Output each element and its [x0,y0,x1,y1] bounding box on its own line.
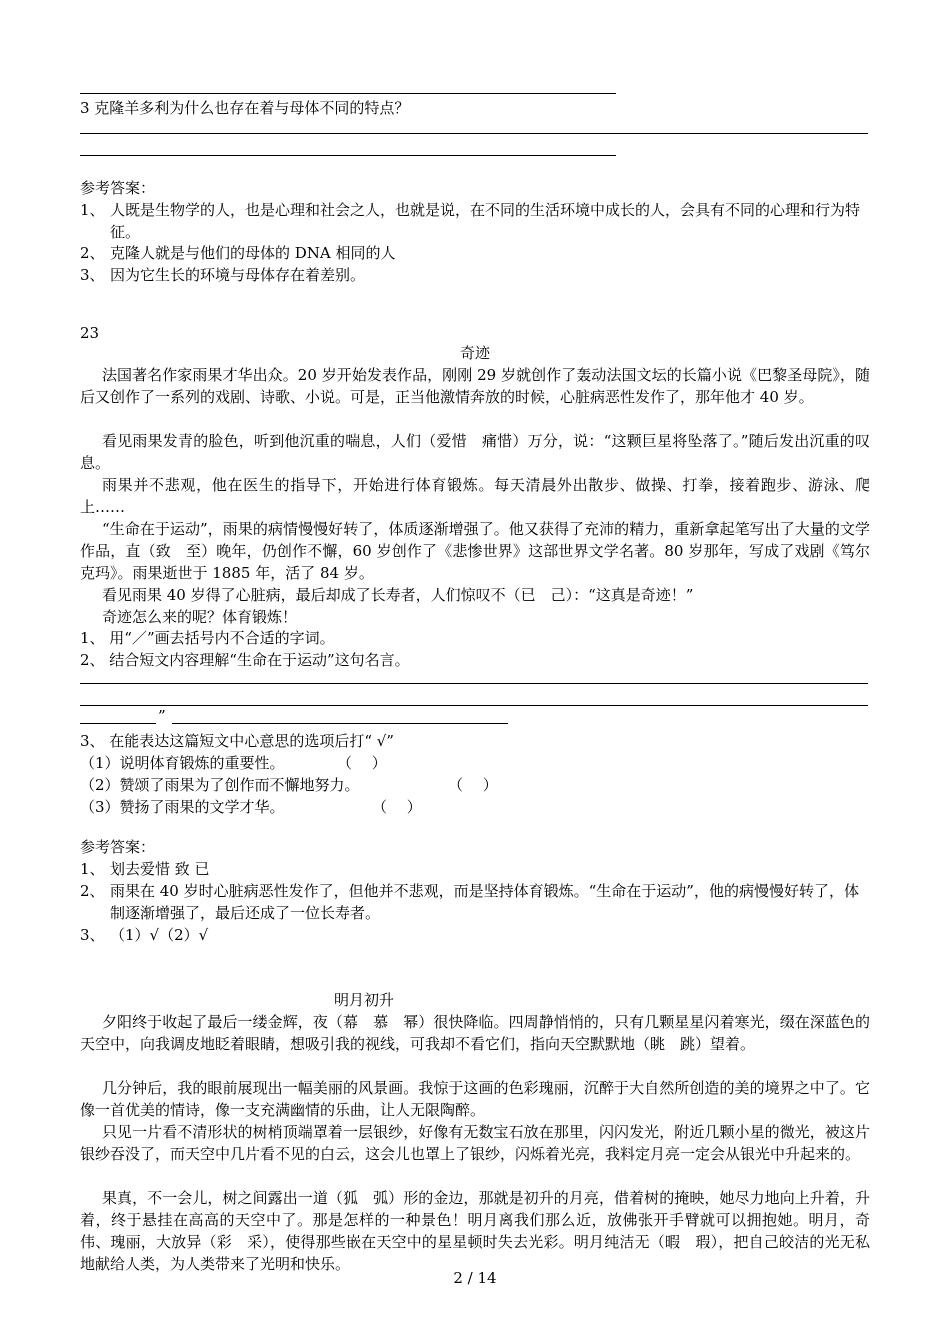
answer-item [80,858,870,880]
answer-text: 克隆人就是与他们的母体的 DNA 相同的人 [110,244,396,262]
paragraph: 奇迹怎么来的呢？体育锻炼！ [102,608,298,626]
answer-blank-line [80,93,616,94]
closing-quote: ” [158,707,166,725]
question-item: 3、 在能表达这篇短文中心意思的选项后打“ √” [80,732,394,750]
answer-number: 2、 [80,244,105,262]
answer-text: 划去爱惜 致 已 [110,860,210,878]
answer-number: 1、 [80,201,105,219]
section-title: 明月初升 [334,991,395,1009]
answer-blank-line [80,705,868,706]
answer-text: 因为它生长的环境与母体存在着差别。 [110,266,366,284]
question-item: 1、 用“／”画去括号内不合适的字词。 [80,629,335,647]
answer-item [80,264,870,286]
paragraph: 看见雨果发青的脸色，听到他沉重的喘息，人们（爱惜 痛惜）万分，说：“这颗巨星将坠落了。”随后发出沉重的叹息。 [80,432,870,472]
paragraph: 看见雨果 40 岁得了心脏病，最后却成了长寿者，人们惊叹不（已 己）：“这真是奇迹！” [102,586,694,604]
section-number: 23 [80,324,100,342]
answer-blank-line [80,723,156,724]
answer-number: 1、 [80,860,105,878]
page-number: 2 / 14 [453,1269,497,1287]
answer-blank-line [80,155,616,156]
paragraph: 果真，不一会儿，树之间露出一道（狐 弧）形的金边，那就是初升的月亮，借着树的掩映，她尽力地向上升着，升着，终于悬挂在高高的天空中了。那是怎样的一种景色！明月离我们那么近，放佛张开手臂就可以拥抱她。明月，奇伟、瑰丽，大放异（彩 采），使得那些嵌在天空中的星星顿时失去光彩。明月纯洁无（暇 瑕），把自己皎洁的光无私地献给人类，为人类带来了光明和快乐。 [80,1189,870,1273]
paragraph: 只见一片看不清形状的树梢顶端罩着一层银纱，好像有无数宝石放在那里，闪闪发光，附近几颗小星的微光，被这片银纱吞没了，而天空中几片看不见的白云，这会儿也罩上了银纱，闪烁着光亮，我料定月亮一定会从银光中升起来的。 [80,1123,870,1163]
paragraph: 夕阳终于收起了最后一缕金辉，夜（幕 慕 幂）很快降临。四周静悄悄的，只有几颗星星闪着寒光，缀在深蓝色的天空中，向我调皮地眨着眼睛，想吸引我的视线，可我却不看它们，指向天空默默地（眺 跳）望着。 [80,1013,870,1053]
paragraph: 几分钟后，我的眼前展现出一幅美丽的风景画。我惊于这画的色彩瑰丽，沉醉于大自然所创造的美的境界之中了。它像一首优美的情诗，像一支充满幽情的乐曲，让人无限陶醉。 [80,1079,870,1119]
answer-text: 人既是生物学的人，也是心理和社会之人，也就是说，在不同的生活环境中成长的人，会具有不同的心理和行为特征。 [110,201,861,241]
question-item: 2、 结合短文内容理解“生命在于运动”这句名言。 [80,651,410,669]
answer-number: 2、 [80,882,105,900]
answer-blank-line [80,683,868,684]
answer-number: 3、 [80,926,105,944]
answer-blank-line [80,133,868,134]
option-paren: （ ） [372,798,422,816]
answer-text: 雨果在 40 岁时心脏病恶性发作了，但他并不悲观，而是坚持体育锻炼。“生命在于运动”，他的病慢慢好转了，体制逐渐增强了，最后还成了一位长寿者。 [110,882,859,922]
option-paren: （ ） [448,776,498,794]
answer-item [80,199,870,243]
answer-blank-line [172,723,508,724]
answer-text: （1）√（2）√ [110,926,209,944]
section-title: 奇迹 [459,344,490,362]
answer-heading: 参考答案： [80,838,156,856]
paragraph: “生命在于运动”，雨果的病情慢慢好转了，体质逐渐增强了。他又获得了充沛的精力，重新拿起笔写出了大量的文学作品，直（致 至）晚年，仍创作不懈，60 岁创作了《悲惨世界》这部世界文学名著。80 岁那年，写成了戏剧《笃尔克玛》。雨果逝世于 1885 年，活了 84 岁。 [80,520,870,582]
answer-number: 3、 [80,266,105,284]
option-text: （2）赞颂了雨果为了创作而不懈地努力。 [80,776,360,794]
option-text: （1）说明体育锻炼的重要性。 [80,754,285,772]
question-3-text: 3 克隆羊多利为什么也存在着与母体不同的特点？ [80,99,410,117]
answer-item [80,242,870,264]
option-text: （3）赞扬了雨果的文学才华。 [80,798,285,816]
answer-heading: 参考答案： [80,179,156,197]
answer-item [80,880,870,924]
paragraph: 雨果并不悲观，他在医生的指导下，开始进行体育锻炼。每天清晨外出散步、做操、打拳，接着跑步、游泳、爬上…… [80,476,870,516]
paragraph: 法国著名作家雨果才华出众。20 岁开始发表作品，刚刚 29 岁就创作了轰动法国文坛的长篇小说《巴黎圣母院》，随后又创作了一系列的戏剧、诗歌、小说。可是，正当他激情奔放的时候，心脏病恶性发作了，那年他才 40 岁。 [80,366,870,406]
option-paren: （ ） [337,754,387,772]
answer-item [80,924,870,946]
